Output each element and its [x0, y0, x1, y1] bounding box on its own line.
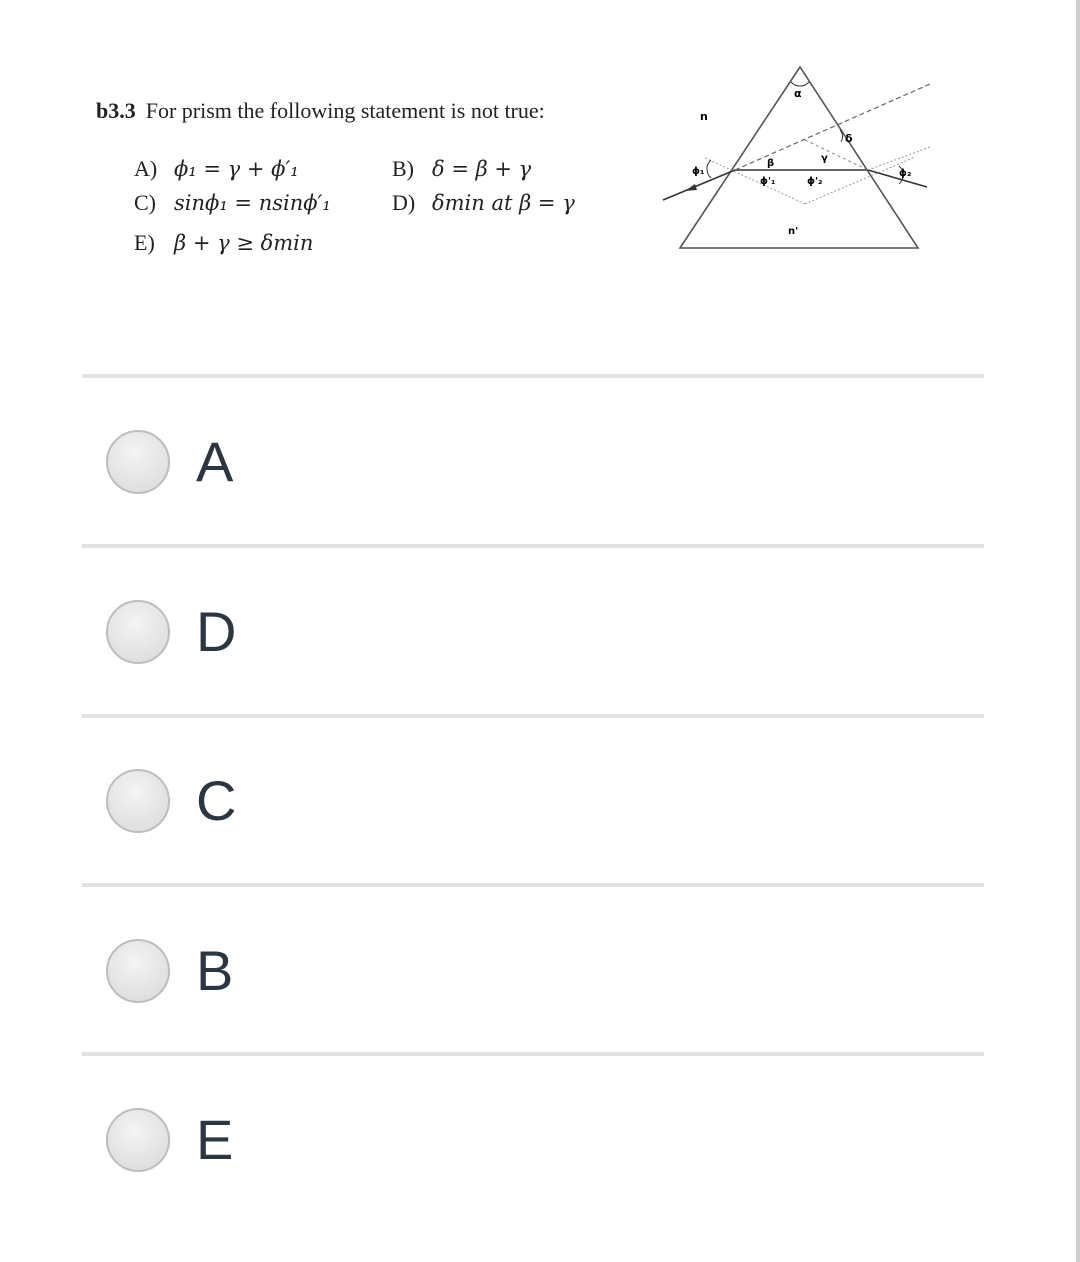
radio-button[interactable] — [106, 430, 170, 494]
label-alpha: α — [794, 87, 802, 100]
divider — [82, 374, 984, 378]
radio-button[interactable] — [106, 939, 170, 1003]
statement-c: C) sinϕ₁ = nsinϕ′₁ — [134, 190, 331, 215]
statement-e: E) β + γ ≥ δmin — [134, 230, 314, 255]
statement-a: A) ϕ₁ = γ + ϕ′₁ — [134, 156, 299, 181]
statement-b: B) δ = β + γ — [392, 156, 532, 181]
radio-button[interactable] — [106, 769, 170, 833]
choice-label: E — [196, 1108, 234, 1171]
choice-label: C — [196, 769, 237, 832]
label-phi1-prime: ϕ'₁ — [760, 176, 776, 187]
page-edge — [1076, 0, 1080, 1262]
divider — [82, 1052, 984, 1056]
question-header — [96, 98, 656, 124]
answer-choice-b[interactable] — [106, 939, 706, 1009]
label-n-prime: n' — [788, 226, 799, 237]
label-delta: δ — [845, 132, 853, 145]
radio-button[interactable] — [106, 600, 170, 664]
answer-choice-d[interactable] — [106, 600, 706, 670]
radio-button[interactable] — [106, 1108, 170, 1172]
answer-choice-c[interactable] — [106, 769, 706, 839]
divider — [82, 714, 984, 718]
answer-choice-e[interactable] — [106, 1108, 706, 1178]
choice-label: B — [196, 939, 234, 1002]
statement-d: D) δmin at β = γ — [392, 190, 575, 215]
prism-diagram — [655, 62, 935, 258]
divider — [82, 883, 984, 887]
label-beta: β — [767, 158, 775, 169]
normal-left — [705, 158, 805, 204]
extended-ray-dashed — [735, 84, 930, 170]
choice-label: A — [196, 430, 234, 493]
answer-choice-a[interactable] — [106, 430, 706, 500]
divider — [82, 544, 984, 548]
label-gamma: γ — [821, 153, 828, 164]
label-phi2: ϕ₂ — [899, 168, 912, 179]
question-text: For prism the following statement is not true: — [145, 98, 545, 123]
label-phi1: ϕ₁ — [692, 166, 705, 177]
question-number: b3.3 — [96, 98, 136, 123]
label-phi2-prime: ϕ'₂ — [807, 176, 823, 187]
choice-label: D — [196, 600, 237, 663]
label-n: n — [700, 110, 708, 123]
